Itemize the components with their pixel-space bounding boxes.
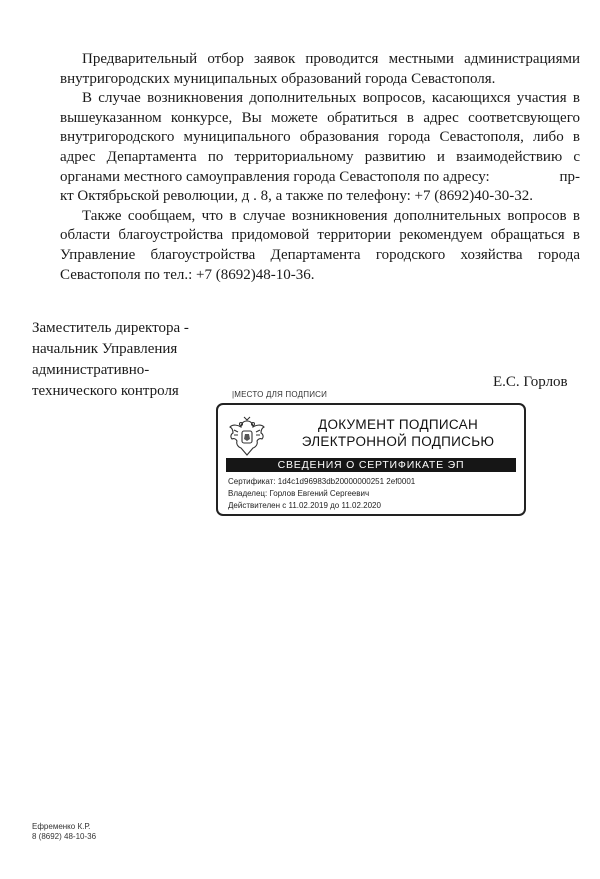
executor-footer <box>32 822 96 842</box>
certificate-details <box>228 476 518 512</box>
signature-place-label: |МЕСТО ДЛЯ ПОДПИСИ <box>232 390 328 399</box>
paragraph-contacts-end: кт Октябрьской революции, д . 8, а также по телефону: +7 (8692)40-30-32. <box>60 188 533 205</box>
executor-name: Ефременко К.Р. <box>32 822 91 831</box>
signer-position-line: Заместитель директора - <box>32 320 189 336</box>
signer-position-line: административно- <box>32 362 150 378</box>
paragraph-contacts-main: В случае возникновения дополнительных вопросов, касающихся участия в вышеуказанном конкурсе, Вы можете обратиться в адрес соответсвующего внутригородского муниципального образования города Севастополя, либо в адрес Департамента по территориальному развитию и взаимодействию с органами местного самоуправления города Севастополя по адресу: <box>60 90 580 185</box>
electronic-signature-stamp <box>216 403 526 516</box>
letter-body <box>60 50 580 285</box>
paragraph-contacts <box>60 89 580 187</box>
stamp-title <box>278 416 518 450</box>
certificate-number: Сертификат: 1d4c1d96983db20000000251 2ef0001 <box>228 477 416 486</box>
executor-phone: 8 (8692) 48-10-36 <box>32 832 97 841</box>
certificate-validity: Действителен с 11.02.2019 до 11.02.2020 <box>228 501 381 510</box>
stamp-title-line: ДОКУМЕНТ ПОДПИСАН <box>318 417 478 432</box>
signer-position <box>32 318 232 402</box>
certificate-info-bar: СВЕДЕНИЯ О СЕРТИФИКАТЕ ЭП <box>226 458 516 472</box>
paragraph-selection: Предварительный отбор заявок проводится местными администрациями внутригородских муниципальных образований города Севастополя. <box>60 51 580 87</box>
paragraph-contacts-tail: пр- <box>559 168 580 185</box>
certificate-owner: Владелец: Горлов Евгений Сергеевич <box>228 489 370 498</box>
signer-name: Е.С. Горлов <box>493 374 568 390</box>
coat-of-arms-icon <box>226 415 268 459</box>
signer-position-line: начальник Управления <box>32 341 178 357</box>
paragraph-landscaping: Также сообщаем, что в случае возникновения дополнительных вопросов в области благоустройства придомовой территории рекомендуем обращаться в Управление благоустройства Департамента городского хозяйства города Севастополя по тел.: +7 (8692)48-10-36. <box>60 207 580 283</box>
signer-position-line: технического контроля <box>32 383 179 399</box>
stamp-title-line: ЭЛЕКТРОННОЙ ПОДПИСЬЮ <box>301 434 495 449</box>
